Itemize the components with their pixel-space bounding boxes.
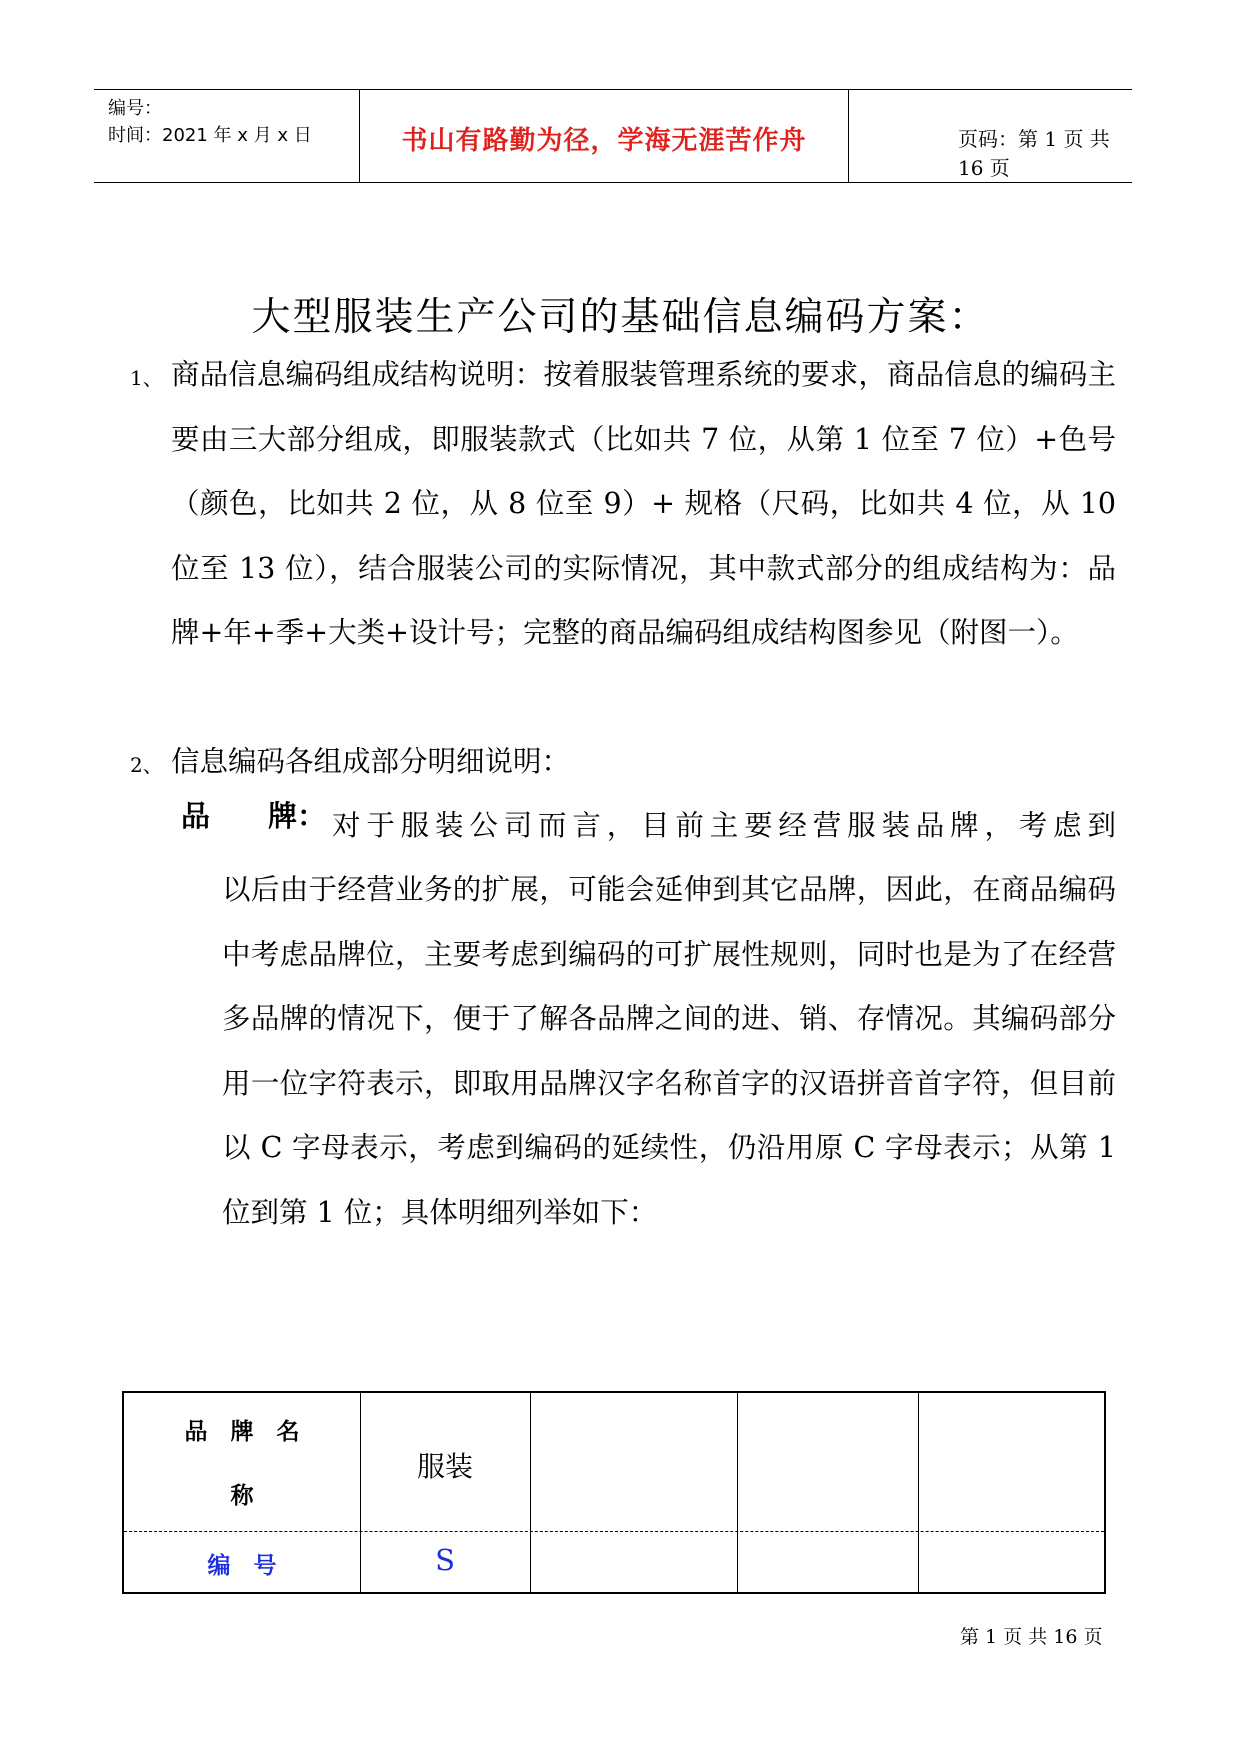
brand-name-value: 服装 (416, 1450, 473, 1483)
page-code: 页码：第 1 页 共 16 页 (958, 127, 1110, 180)
brand-heading-b: 牌： (268, 799, 327, 833)
brand-text: 以后由于经营业务的扩展，可能会延伸到其它品牌，因此，在商品编码中考虑品牌位，主要考虑到编码的可扩展性规则，同时也是为了在经营多品牌的情况下，便于了解各品牌之间的进、销、存情况。其编码部分用一位字符表示，即取用品牌汉字名称首字的汉语拼音首字符，但目前以 C 字母表示，考虑到编码的延续性，仍沿用原 C 字母表示；从第 1 位到第 1 位；具体明细列举如下： (222, 873, 1116, 1229)
document-title: 大型服装生产公司的基础信息编码方案： (251, 295, 990, 340)
section-2-number: 2、 (130, 753, 163, 777)
code-label: 编 号 (207, 1553, 277, 1579)
date-line: 时间：2021 年 x 月 x 日 (108, 125, 312, 146)
table-column-divider (530, 1393, 531, 1592)
section-2-text: 信息编码各组成部分明细说明： (171, 745, 571, 778)
brand-table (122, 1391, 1106, 1594)
page-header (94, 89, 1132, 183)
table-row-divider (124, 1531, 1104, 1532)
brand-name-label-line2: 称 (230, 1483, 254, 1509)
table-column-divider (737, 1393, 738, 1592)
brand-name-label-line1: 品 牌 名 (184, 1419, 300, 1445)
brand-first-line: 对于服装公司而言，目前主要经营服装品牌，考虑到 (332, 809, 1116, 842)
section-1-text: 商品信息编码组成结构说明：按着服装管理系统的要求，商品信息的编码主要由三大部分组成，即服装款式（比如共 7 位，从第 1 位至 7 位）+色号（颜色，比如共 2 位，从 8 位至 9）+ 规格（尺码，比如共 4 位，从 10 位至 13 位），结合服装公司的实际情况，其中款式部分的组成结构为：品牌+年+季+大类+设计号；完整的商品编码组成结构图参见（附图一）。 (171, 358, 1116, 649)
brand-heading-a: 品 (181, 799, 211, 833)
section-1-number: 1、 (130, 366, 163, 390)
header-left-cell (94, 90, 360, 182)
header-right-cell (849, 90, 1132, 182)
motto: 书山有路勤为径，学海无涯苦作舟 (401, 126, 807, 156)
table-column-divider (918, 1393, 919, 1592)
serial-label: 编号： (108, 98, 162, 119)
page-footer: 第 1 页 共 16 页 (960, 1626, 1103, 1648)
brand-heading (181, 794, 326, 835)
code-value: S (435, 1543, 455, 1577)
header-middle-cell (360, 90, 849, 182)
